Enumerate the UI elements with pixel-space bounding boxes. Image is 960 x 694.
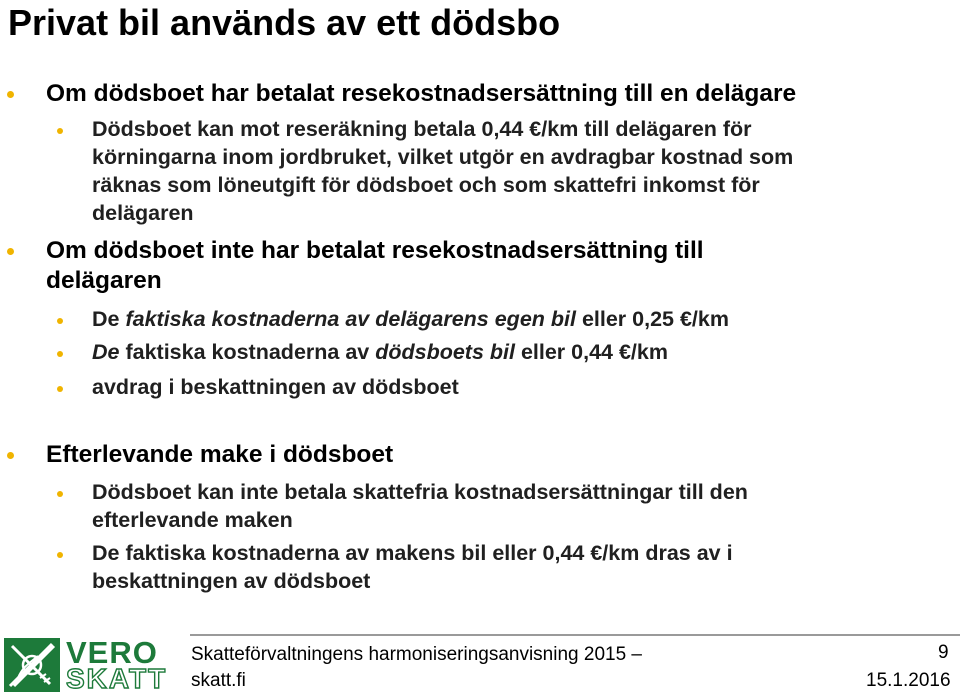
bullet-dot [7, 91, 14, 98]
bullet-text: efterlevande maken [92, 508, 293, 532]
footer-rule [190, 634, 960, 636]
bullet-text: Dödsboet kan mot reseräkning betala 0,44 €/km till delägaren för [92, 117, 752, 141]
bullet-text [92, 340, 668, 365]
bullet-dot [57, 386, 63, 392]
bullet-text: delägaren [46, 267, 162, 294]
bullet-dot [57, 318, 63, 324]
page-number: 9 [938, 642, 949, 663]
bullet-dot [57, 351, 63, 357]
bullet-dot [57, 491, 63, 497]
text-segment-italic: dödsboets bil [375, 340, 515, 364]
bullet-text [92, 307, 729, 332]
footer-site: skatt.fi [191, 670, 246, 691]
bullet-dot [7, 248, 14, 255]
footer-source: Skatteförvaltningens harmoniseringsanvisning 2015 – [191, 644, 642, 665]
logo-vero-text: VERO [66, 635, 158, 670]
text-segment: eller 0,44 €/km [514, 340, 668, 364]
logo-skatt-text: SKATT [66, 663, 168, 694]
text-segment: eller 0,25 €/km [575, 307, 729, 331]
page-title: Privat bil används av ett dödsbo [8, 2, 561, 43]
bullet-text: Efterlevande make i dödsboet [46, 441, 394, 468]
bullet-text: Dödsboet kan inte betala skattefria kostnadsersättningar till den [92, 480, 748, 504]
bullet-text: Om dödsboet inte har betalat resekostnadsersättning till [46, 237, 704, 264]
bullet-text: De faktiska kostnaderna av makens bil eller 0,44 €/km dras av i [92, 541, 733, 565]
footer-date: 15.1.2016 [866, 670, 951, 691]
bullet-text: delägaren [92, 201, 194, 225]
bullet-text: räknas som löneutgift för dödsboet och som skattefri inkomst för [92, 173, 760, 197]
bullet-text: körningarna inom jordbruket, vilket utgör en avdragbar kostnad som [92, 145, 794, 169]
logo [4, 635, 184, 694]
text-segment: faktiska kostnaderna av [119, 340, 376, 364]
text-segment: De [92, 307, 126, 331]
bullet-dot [57, 128, 63, 134]
bullet-dot [57, 552, 63, 558]
emblem-icon [4, 638, 60, 692]
bullet-text: beskattningen av dödsboet [92, 569, 371, 593]
bullet-text: Om dödsboet har betalat resekostnadsersättning till en delägare [46, 80, 797, 107]
bullet-dot [7, 452, 14, 459]
bullet-text: avdrag i beskattningen av dödsboet [92, 375, 459, 399]
text-segment-italic: faktiska kostnaderna av delägarens egen bil [125, 307, 576, 331]
text-segment-italic: De [92, 340, 120, 364]
